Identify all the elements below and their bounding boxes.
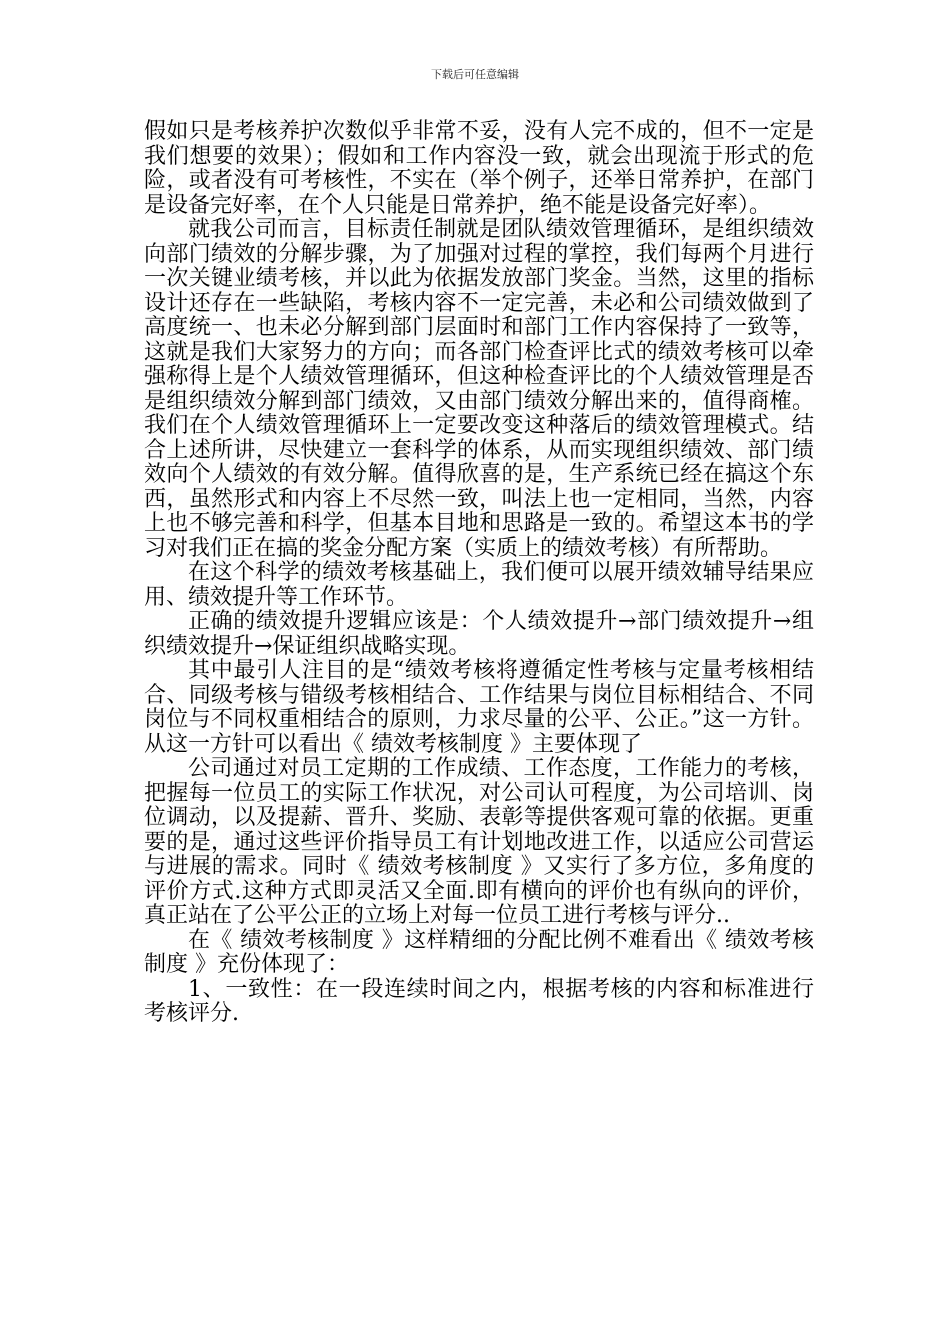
document-body [144, 120, 814, 1027]
paragraph-continuation: 假如只是考核养护次数似乎非常不妥，没有人完不成的，但不一定是我们想要的效果）；假如和工作内容没一致，就会出现流于形式的危险，或者没有可考核性，不实在（举个例子，还举日常养护，在部门是设备完好率，在个人只能是日常养护，绝不能是设备完好率）。 [144, 119, 814, 218]
paragraph-improvement-logic: 正确的绩效提升逻辑应该是：个人绩效提升→部门绩效提升→组织绩效提升→保证组织战略实现。 [144, 609, 814, 659]
paragraph-consistency: 1、一致性：在一段连续时间之内，根据考核的内容和标准进行考核评分. [144, 976, 814, 1026]
paragraph-performance-basis: 在这个科学的绩效考核基础上，我们便可以展开绩效辅导结果应用、绩效提升等工作环节。 [144, 560, 814, 610]
page-header: 下载后可任意编辑 [431, 68, 519, 81]
paragraph-allocation-ratio: 在《 绩效考核制度 》这样精细的分配比例不难看出《 绩效考核制度 》充份体现了： [144, 927, 814, 977]
paragraph-target-responsibility: 就我公司而言，目标责任制就是团队绩效管理循环，是组织绩效向部门绩效的分解步骤，为了加强对过程的掌控，我们每两个月进行一次关键业绩考核，并以此为依据发放部门奖金。当然，这里的指标设计还存在一些缺陷，考核内容不一定完善，未必和公司绩效做到了高度统一、也未必分解到部门层面时和部门工作内容保持了一致等，这就是我们大家努力的方向；而各部门检查评比式的绩效考核可以牵强称得上是个人绩效管理循环，但这种检查评比的个人绩效管理是否是组织绩效分解到部门绩效，又由部门绩效分解出来的，值得商榷。我们在个人绩效管理循环上一定要改变这种落后的绩效管理模式。结合上述所讲，尽快建立一套科学的体系，从而实现组织绩效、部门绩效向个人绩效的有效分解。值得欣喜的是，生产系统已经在搞这个东西，虽然形式和内容上不尽然一致，叫法上也一定相同，当然，内容上也不够完善和科学，但基本目地和思路是一致的。希望这本书的学习对我们正在搞的奖金分配方案（实质上的绩效考核）有所帮助。 [144, 217, 814, 561]
paragraph-company-assessment: 公司通过对员工定期的工作成绩、工作态度，工作能力的考核，把握每一位员工的实际工作状况，对公司认可程度，为公司培训、岗位调动，以及提薪、晋升、奖励、表彰等提供客观可靠的依据。更重要的是，通过这些评价指导员工有计划地改进工作，以适应公司营运与进展的需求。同时《 绩效考核制度 》又实行了多方位，多角度的评价方式.这种方式即灵活又全面.即有横向的评价也有纵向的评价，真正站在了公平公正的立场上对每一位员工进行考核与评分.. [144, 756, 814, 928]
paragraph-guideline: 其中最引人注目的是“绩效考核将遵循定性考核与定量考核相结合、同级考核与错级考核相结合、工作结果与岗位目标相结合、不同岗位与不同权重相结合的原则，力求尽量的公平、公正。”这一方针。从这一方针可以看出《 绩效考核制度 》主要体现了 [144, 658, 814, 757]
